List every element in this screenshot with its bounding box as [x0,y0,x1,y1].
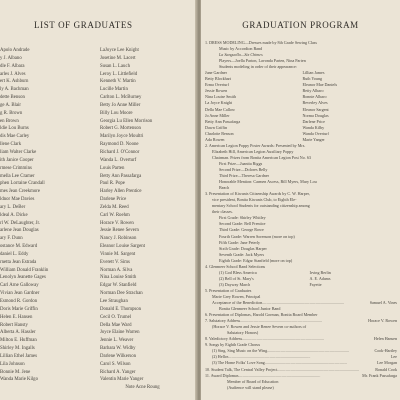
program-line: Second Grade: Bell Prentice [219,221,266,227]
graduate-name: Billy Lou Moore [100,110,133,116]
program-item-performer: Lee [390,354,397,360]
program-name: Erma Overturf [205,82,229,88]
program-line: 4. Glenmeer School Band Selections [205,263,266,269]
program-item-performer: Helen Hansen [373,336,397,342]
graduate-name: phen Lorraine Crandall [0,181,45,187]
program-name: Jessie Rowen [205,88,228,94]
program-line: Players—Joella Parton, Lavonda Parten, Nina Parten [219,58,306,64]
graduate-name: Jennie L. Weaver [100,338,134,344]
program-name: (3) Dayway March [219,281,251,287]
program-item-performer: Mr. Frank Passafarga [362,372,397,378]
graduate-name: Carol S. Wilson [100,361,131,367]
graduate-name: Della Mae Ward [100,322,132,328]
graduate-name: Wanda L. Overturf [100,157,137,163]
program-line: Elizabeth Hill, American Legion Auxiliary Poppy [212,148,294,154]
program-line: Students modeling in order of their appearance: [219,64,297,70]
graduate-name: Nancy J. Robinson [100,236,137,242]
program-item-text: 11. Award Diplomas [205,372,239,378]
program-name: Betty Blockhart [205,76,232,82]
graduate-name: rl W. DeLaughter, Jr. [0,220,41,226]
graduate-name: en Brown [0,118,19,124]
graduate-name: ldnor Mae Davies [0,197,35,203]
program-name: Jo Anne Miller [205,112,230,118]
program-name: La Joyce Knight [205,100,233,106]
graduate-name: dette Benson [0,95,25,101]
graduate-name: Bonnie M. Jene [0,369,31,375]
graduate-name: rmese Crimmins [0,165,32,171]
graduate-name: Paul R. Pope [100,181,125,187]
graduate-name: Helen E. Hansen [0,314,33,320]
graduate-name: Joyce Elaine Warren [100,330,140,336]
program-line: Third Prize—Theresa Gardner [219,173,270,179]
program-line: 1. DRESS MODELING—Dresses made by 8th Grade Sewing Class [205,40,317,45]
program-line: 9. Songs by Eighth Grade Chorus [205,342,261,348]
graduate-name: Lee Straughan [100,299,128,304]
graduate-name: Kenneth V. Martin [100,79,136,85]
program-item-text: 7. Salutatory Address [205,318,241,324]
graduate-name: Horace V. Rowen [100,220,134,226]
program-line: Seventh Grade: Jack Myers [219,251,265,257]
program-line: Sixth Grade: Douglas Harper [219,245,267,251]
program-line: Fourth Grade: Warren Sorenson (more on top) [219,233,295,239]
graduate-name: Louis Parten [100,165,125,171]
program-name: Betty Albaro [302,88,324,94]
right-page-program [201,0,400,400]
graduate-name: Barbara W. Widby [100,346,136,352]
graduate-name: ith Janice Cooper [0,157,34,163]
program-line: First Grade: Shirley Whitley [219,215,266,221]
program-name: Lillian James [302,70,325,76]
graduate-name: Shirley M. Ingalls [0,346,35,352]
program-name: Norma Douglas [302,112,329,118]
program-item-performer: Cook-Hartley [374,348,397,354]
program-item-text: Acceptance of the Benediction [212,300,263,306]
graduate-name: Richard A. Yanger [100,369,136,375]
graduate-name: Lucille Martin [100,87,128,93]
program-item-performer: Horace V. Rowen [368,318,397,324]
graduate-name: liam Walter Clarke [0,149,37,155]
graduate-name: Esmond R. Gordon [0,299,38,304]
graduate-name: ge A. Blair [0,102,21,108]
program-line: Music by Accordion Band [219,46,263,52]
graduate-name: mes Jean Creekmore [0,189,40,195]
leader-dots: ................................................................................ [240,318,323,324]
program-line [205,373,400,379]
program-item-text: (1) Sing, Sing Music on the Wing [212,348,268,354]
leader-dots: ................................................................................ [277,366,360,372]
leader-dots: ................................................................................ [242,336,324,342]
program-line: First Prize—Juanita Riggs [219,160,263,166]
program-item-text: (2) Hellos [212,354,229,360]
program-name: Fayette [309,281,322,287]
program-name: Irving Berlin [309,269,331,275]
graduate-name: rnetta Jean Estrada [0,259,37,265]
graduate-name: Nina Louise Smith [100,275,137,281]
program-name: Dawn Griffin [205,124,228,130]
graduate-name: ary F. Dunn [0,236,23,242]
program-line: Honorable Mention: Carmen Ascess, Bill Myers, Mary Lou [219,179,317,185]
leader-dots: ................................................................................ [267,348,350,354]
graduate-name: ldie Lou Burns [0,126,29,132]
graduate-name: arles J. Alves [0,71,26,77]
graduate-name: Raymond D. Noone [100,142,139,148]
graduate-name: Carl Arne Galloway [0,283,39,289]
graduate-name: Carl W. Roehm [100,212,130,218]
graduate-name: Lenolyn Jeanette Gages [0,275,46,281]
program-line [205,137,400,143]
program-name: Wanda Kilby [302,124,325,130]
program-line: Member of Board of Education [227,378,279,384]
program-name: Darlene Price [302,118,325,124]
program-item-performer: Ronald Cook [375,366,397,372]
graduate-name: Robert Hansty [0,322,28,328]
program-name: Charlotte Benson [205,130,234,136]
graduate-name: Eleanor Louise Sargent [100,244,145,250]
graduate-name: dle F. Albara [0,63,25,69]
program-line: Eighth Grade: Edgar Stanfield (more on top) [219,257,293,263]
graduate-name: Vinnie M. Sargent [100,251,136,257]
graduate-name: Lila Johnson [0,361,25,367]
graduate-name: Marilyn Joyce Moultri [100,134,144,140]
graduates-column-1 [0,47,98,384]
graduate-name: William Donald Franklin [0,267,49,273]
leader-dots: ................................................................................ [264,360,347,366]
graduate-name: Doris Marie Griffin [0,306,38,312]
graduate-name: Edgar W. Stanfield [100,283,137,289]
graduate-name: Robert G. Mortenson [100,126,141,132]
graduate-name: ly A. Bachman [0,87,29,93]
graduate-name: Norman Dee Strachan [100,291,143,297]
graduate-name: ostance M. Edward [0,244,38,250]
graduate-name: Carlton L. McBurney [100,95,142,101]
program-line: 5. Presentation of Graduates [205,287,252,293]
program-title: GRADUATION PROGRAM [242,20,359,30]
program-line: (Horace V. Rowen and Jessie Renee Severn co-authors of [212,324,307,330]
graduate-name: y J. Albano [0,55,22,61]
program-line: Third Grade: George Rowe [219,227,264,233]
program-name: Marie Yanger [302,136,325,142]
graduate-name: dis Mae Carley [0,134,30,140]
program-name: Wanda Overturf [302,130,329,136]
graduates-title: LIST OF GRADUATES [34,20,133,30]
graduate-name: Richard J. O'Connor [100,149,140,155]
graduate-name: ldeal A. Dicke [0,212,28,218]
program-line: Second Prize—Dolores Belly [219,166,268,172]
graduate-name: Darlene Price [100,197,127,203]
program-line: Fifth Grade: Jane Peterly [219,239,261,245]
graduate-name: Betty Ann Passafarga [100,173,142,179]
graduate-name: Wanda Marie Kilgo [0,377,38,383]
program-line: Chairman. Prizes from Bonita American Legion Post No. 63 [212,154,311,160]
graduate-name: Valentin Marie Yanger [100,377,144,383]
graduate-name: Norman A. Silva [100,267,133,273]
graduate-name: Donald E. Thompson [100,306,142,312]
graduate-name: ert K. Ashburn [0,79,29,85]
program-name: Beverley Alves [302,100,328,106]
program-name: Ada Rowen [205,136,225,142]
graduate-name: Susan L. Lauch [100,63,130,69]
program-line: (Audience will stand please) [227,384,274,390]
graduate-name: Harley Allen Prentice [100,189,142,195]
graduate-name: Note Acne Roung [125,385,160,391]
graduate-name: Leroy L. Littlefield [100,71,138,77]
program-name: Ruth Young [302,76,323,82]
program-line: mentary School Students for outstanding citizenship among [212,203,310,209]
graduate-name: ary L. DeBer [0,204,26,210]
graduate-name: Georgia Lu Ellen Morrison [100,118,153,124]
program-line: Beach [219,185,230,191]
program-name: Eleanor Mae Daniels [302,82,338,88]
graduate-name: LaJoyce Lee Knight [100,48,139,53]
program-name: A. E. Adams [309,275,331,281]
program-line: Bonita Glenmeer School Junior Band [219,306,281,312]
graduate-name: Apolo Andrade [0,48,30,53]
program-item-performer: Lee Morgan [376,360,397,366]
program-item-performer: Samuel A. Vines [369,300,397,306]
program-list [205,40,400,391]
program-item-text: 10. Student Talk, The Central Valley Project [205,366,278,372]
graduate-name: mella Lee Cramer [0,173,35,179]
graduate-name: Alberta A. Hassler [0,330,36,336]
program-line: 3. Presentation of Kiwanis Citizenship Awards by C. W. Harper, [205,191,310,197]
left-page-graduates [0,0,197,400]
program-name: Nina Louise Smith [205,94,236,100]
leader-dots: ................................................................................ [238,372,321,378]
program-line: Salutatory Honors) [227,330,259,336]
program-line: 2. American Legion Poppy Poster Awards: Presented by Mrs. [205,142,306,148]
program-line: 6. Presentation of Diplomas, Harold Gorman, Bonita Board Member [205,312,318,318]
program-line: La Sanguella—Six Chimes [219,52,263,58]
program-name: Eleanor Sargent [302,106,329,112]
program-name: Bonnie Albaro [302,94,327,100]
graduate-name: Cecil O. Trumel [100,314,132,320]
graduate-name: arlene Jean Douglas [0,228,39,234]
program-name: Della Mae Callow [205,106,236,112]
graduate-name: daniel L. Eddy [0,251,29,257]
graduate-name: Betty Jo Anne Miller [100,102,141,108]
leader-dots: ................................................................................ [228,354,311,360]
graduate-name: Jessie Renee Severn [100,228,139,234]
graduate-name: Josetine M. Lacert [100,55,136,61]
program-name: (2) Bell of St. Mary's [219,275,254,281]
leader-dots: ................................................................................ [262,300,345,306]
graduate-name: Lillian Ethel James [0,353,38,359]
graduate-name: llene Clark [0,142,22,148]
program-item-text: 8. Valedictory Address [205,336,243,342]
graduate-name: Vivian Jean Gardner [0,291,40,297]
program-line: Marie Grey Rowen, Principal [212,293,261,299]
program-line: vice president, Bonita Kiwanis Club, to Eighth Ele- [212,197,297,203]
graduate-name: g R. Brown [0,110,23,116]
graduate-name: Darlene Wilkerson [100,353,137,359]
graduate-name: Everett V. Sims [100,259,130,265]
program-name: June Gardner [205,70,227,76]
graduate-name: Zelda M. Reed [100,204,129,210]
program-name: Betty Ann Passafarga [205,118,241,124]
program-item-text: (3) The Home Folks' Love Song [212,360,265,366]
program-name: (1) God Bless America [219,269,257,275]
graduate-name: Milton E. Huffman [0,338,37,344]
program-line: their classes. [212,209,233,215]
graduates-column-2 [100,47,197,392]
